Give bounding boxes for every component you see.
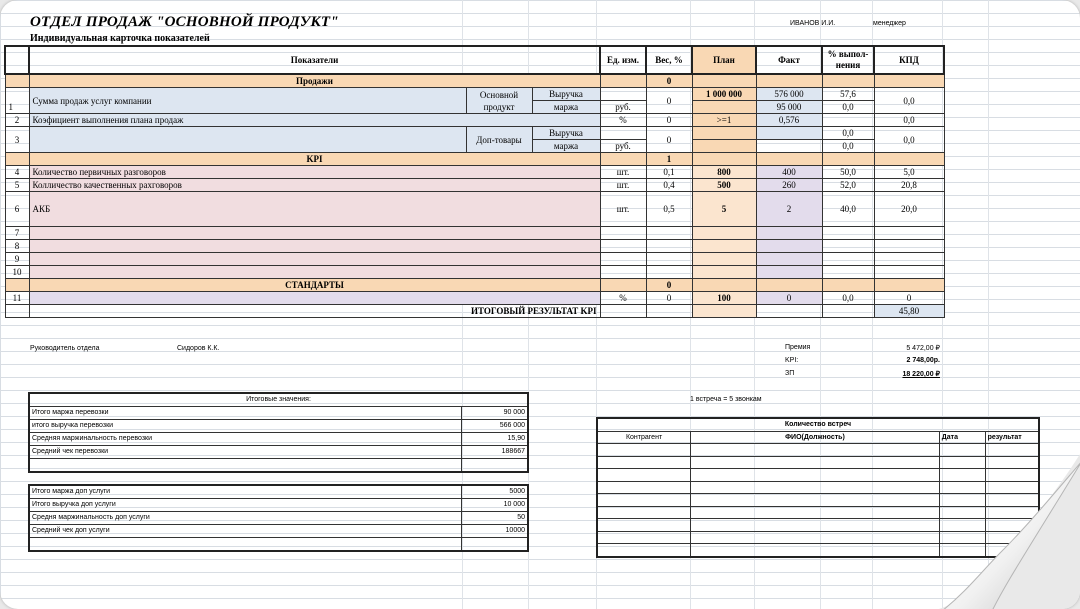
section-row-kpi <box>5 153 944 166</box>
header-fact: Факт <box>756 46 822 74</box>
row-name: АКБ <box>29 192 600 227</box>
row-kpd: 0,0 <box>874 127 944 153</box>
section-sales-label: Продажи <box>29 74 600 88</box>
header-weight: Вес, % <box>646 46 692 74</box>
row-pct: 0,0 <box>822 127 874 140</box>
row-pct: 52,0 <box>822 179 874 192</box>
meeting-note: 1 встреча = 5 звонкам <box>690 396 762 403</box>
row-weight: 0,4 <box>646 179 692 192</box>
row-fact: 0 <box>756 292 822 305</box>
row-name: Колличество качественных рахговоров <box>29 179 600 192</box>
table-row <box>5 88 944 101</box>
table-row <box>5 192 944 227</box>
row-name: Коэфициент выполнения плана продаж <box>29 114 600 127</box>
table-row <box>29 446 528 459</box>
row-unit: руб. <box>600 101 646 114</box>
summary-value: 90 000 <box>461 407 528 420</box>
summary-value: 566 000 <box>461 420 528 433</box>
section-standards-weight: 0 <box>646 279 692 292</box>
row-name: Количество первичных разговоров <box>29 166 600 179</box>
table-row <box>5 114 944 127</box>
row-group <box>466 88 532 114</box>
employee-role: менеджер <box>873 20 906 27</box>
row-pct: 50,0 <box>822 166 874 179</box>
row-group: Доп-товары <box>466 127 532 153</box>
row-sub: маржа <box>532 140 600 153</box>
table-row <box>5 166 944 179</box>
summary-label: Средняя маржинальность перевозки <box>29 433 461 446</box>
row-number: 5 <box>5 179 29 192</box>
table-row <box>5 227 944 240</box>
row-number: 7 <box>5 227 29 240</box>
summary-label: Средний чек перевозки <box>29 446 461 459</box>
col-result: результат <box>985 431 1039 444</box>
meetings-title: Количество встреч <box>597 418 1039 431</box>
row-weight: 0,5 <box>646 192 692 227</box>
header-pct-line2: нения <box>835 60 861 70</box>
group-line2: продукт <box>483 101 515 112</box>
header-plan: План <box>692 46 756 74</box>
row-weight: 0,1 <box>646 166 692 179</box>
summary-label: итого выручка перевозки <box>29 420 461 433</box>
table-row <box>29 525 528 538</box>
summary-value: 15,90 <box>461 433 528 446</box>
row-unit: шт. <box>600 179 646 192</box>
section-row-standards <box>5 279 944 292</box>
row-unit: руб. <box>600 140 646 153</box>
row-kpd: 0,0 <box>874 88 944 114</box>
summary-label: Средний чек доп услуги <box>29 525 461 538</box>
row-plan: 800 <box>692 166 756 179</box>
row-number: 8 <box>5 240 29 253</box>
page-title: ОТДЕЛ ПРОДАЖ "ОСНОВНОЙ ПРОДУКТ" <box>30 14 339 30</box>
summary-label: Средня маржинальность доп услуги <box>29 512 461 525</box>
summary-value: 10 000 <box>461 499 528 512</box>
table-row <box>29 433 528 446</box>
table-row <box>29 459 528 473</box>
summary-value: 10000 <box>461 525 528 538</box>
row-plan: 1 000 000 <box>692 88 756 101</box>
row-unit: % <box>600 114 646 127</box>
summary-label: Итого маржа перевозки <box>29 407 461 420</box>
total-row <box>5 305 944 318</box>
section-kpi-label: KPI <box>29 153 600 166</box>
row-fact: 260 <box>756 179 822 192</box>
row-number: 3 <box>5 127 29 153</box>
table-row <box>5 240 944 253</box>
row-unit: % <box>600 292 646 305</box>
row-number: 9 <box>5 253 29 266</box>
section-kpi-weight: 1 <box>646 153 692 166</box>
total-label: ИТОГОВЫЙ РЕЗУЛЬТАТ KPI <box>29 305 600 318</box>
summary-title: Итоговые значения: <box>29 393 528 407</box>
summary-value: 50 <box>461 512 528 525</box>
summary-label: Итого выручка доп услуги <box>29 499 461 512</box>
col-date: Дата <box>939 431 985 444</box>
row-unit: шт. <box>600 166 646 179</box>
premium-label: Премия <box>785 344 811 351</box>
total-value: 45,80 <box>874 305 944 318</box>
row-fact: 576 000 <box>756 88 822 101</box>
summary-transport-table <box>28 392 529 473</box>
row-pct: 0,0 <box>822 292 874 305</box>
row-plan: >=1 <box>692 114 756 127</box>
header-indicators: Показатели <box>29 46 600 74</box>
row-sub: Выручка <box>532 88 600 101</box>
table-row <box>29 512 528 525</box>
section-row-sales <box>5 74 944 88</box>
kpi-bonus-value: 2 748,00р. <box>906 357 940 364</box>
table-row <box>29 420 528 433</box>
card-subtitle: Индивидуальная карточка показателей <box>30 33 210 44</box>
summary-extra-table <box>28 484 529 552</box>
table-row <box>5 266 944 279</box>
header-pct <box>822 46 874 74</box>
row-plan: 500 <box>692 179 756 192</box>
salary-label: ЗП <box>785 370 795 377</box>
row-weight: 0 <box>646 292 692 305</box>
row-kpd: 20,0 <box>874 192 944 227</box>
section-standards-label: СТАНДАРТЫ <box>29 279 600 292</box>
row-pct: 40,0 <box>822 192 874 227</box>
header-pct-line1: % выпол- <box>827 49 869 59</box>
row-number: 4 <box>5 166 29 179</box>
table-row <box>29 538 528 552</box>
row-plan: 100 <box>692 292 756 305</box>
row-name: Сумма продаж услуг компании <box>29 88 466 114</box>
row-fact: 2 <box>756 192 822 227</box>
row-unit: шт. <box>600 192 646 227</box>
row-weight: 0 <box>646 114 692 127</box>
row-sub: маржа <box>532 101 600 114</box>
row-fact: 400 <box>756 166 822 179</box>
row-sub: Выручка <box>532 127 600 140</box>
row-number: 2 <box>5 114 29 127</box>
head-of-dept-label: Руководитель отдела <box>30 345 100 352</box>
table-row <box>5 253 944 266</box>
group-line1: Основной <box>479 89 519 100</box>
table-row <box>29 407 528 420</box>
row-fact: 95 000 <box>756 101 822 114</box>
row-pct: 0,0 <box>822 101 874 114</box>
col-fio: ФИО(Должность) <box>691 431 940 444</box>
row-number: 10 <box>5 266 29 279</box>
row-kpd: 20,8 <box>874 179 944 192</box>
header-kpd: КПД <box>874 46 944 74</box>
table-row <box>5 179 944 192</box>
header-unit: Ед. изм. <box>600 46 646 74</box>
row-kpd: 0 <box>874 292 944 305</box>
table-header-row <box>5 46 944 74</box>
row-pct: 0,0 <box>822 140 874 153</box>
row-number: 11 <box>5 292 29 305</box>
table-row <box>29 485 528 499</box>
row-kpd: 5,0 <box>874 166 944 179</box>
salary-value: 18 220,00 ₽ <box>902 371 940 378</box>
summary-value: 188667 <box>461 446 528 459</box>
head-of-dept-name: Сидоров К.К. <box>177 345 220 352</box>
summary-label: Итого маржа доп услуги <box>29 485 461 499</box>
employee-name: ИВАНОВ И.И. <box>790 20 836 27</box>
row-weight: 0 <box>646 88 692 114</box>
col-contractor: Контрагент <box>597 431 691 444</box>
summary-value: 5000 <box>461 485 528 499</box>
row-fact: 0,576 <box>756 114 822 127</box>
section-sales-weight: 0 <box>646 74 692 88</box>
row-pct: 57,6 <box>822 88 874 101</box>
table-row <box>5 292 944 305</box>
row-number: 6 <box>5 192 29 227</box>
page-curl-icon <box>932 451 1080 609</box>
row-kpd: 0,0 <box>874 114 944 127</box>
row-number: 1 <box>5 88 29 114</box>
table-row <box>29 499 528 512</box>
kpi-table <box>4 45 945 318</box>
premium-value: 5 472,00 ₽ <box>906 345 940 352</box>
kpi-bonus-label: KPI: <box>785 357 799 364</box>
table-row <box>5 127 944 140</box>
row-plan: 5 <box>692 192 756 227</box>
row-weight: 0 <box>646 127 692 153</box>
